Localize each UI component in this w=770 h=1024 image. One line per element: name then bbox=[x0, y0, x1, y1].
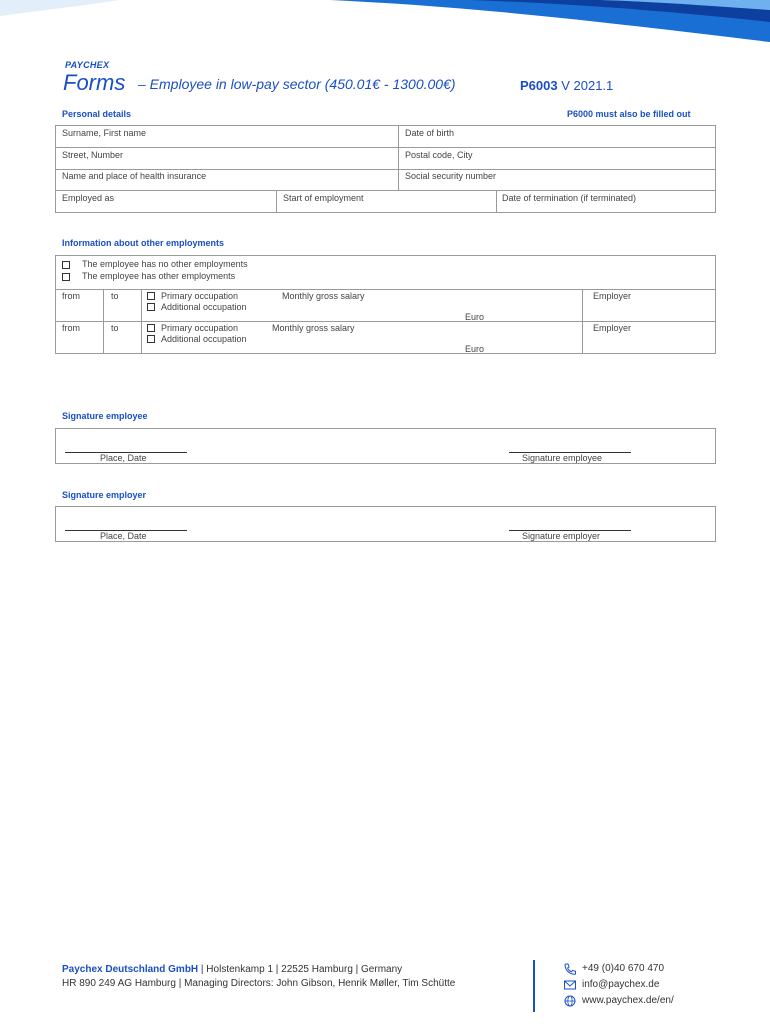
place-date-label: Place, Date bbox=[100, 453, 147, 463]
signature-employee-label: Signature employee bbox=[522, 453, 603, 463]
company-address: | Holstenkamp 1 | 22525 Hamburg | Germany bbox=[198, 964, 403, 975]
row-divider bbox=[56, 190, 715, 191]
section-signature-employer: Signature employer bbox=[62, 490, 147, 500]
signature-employer-label: Signature employer bbox=[522, 531, 601, 541]
website-url: www.paychex.de/en/ bbox=[582, 995, 674, 1006]
footer-line-2: HR 890 249 AG Hamburg | Managing Directors: John Gibson, Henrik Møller, Tim Schütte bbox=[62, 978, 456, 989]
brand-logo: PAYCHEX bbox=[65, 60, 110, 70]
employer-field[interactable]: Employer bbox=[593, 291, 632, 301]
other-employments-table bbox=[55, 255, 716, 354]
col-divider bbox=[141, 289, 142, 353]
monthly-salary-field[interactable]: Monthly gross salary bbox=[272, 323, 355, 333]
row-divider bbox=[56, 321, 715, 322]
form-version: V 2021.1 bbox=[561, 78, 614, 93]
street-field[interactable]: Street, Number bbox=[62, 150, 124, 160]
signature-employee-box[interactable] bbox=[55, 428, 716, 464]
row-divider bbox=[56, 169, 715, 170]
postal-field[interactable]: Postal code, City bbox=[405, 150, 473, 160]
title-main: Forms bbox=[63, 70, 126, 95]
section-other-employments: Information about other employments bbox=[62, 238, 225, 248]
col-divider bbox=[103, 289, 104, 353]
additional-occupation-checkbox[interactable] bbox=[147, 335, 155, 343]
company-name: Paychex Deutschland GmbH bbox=[62, 964, 199, 975]
email-address: info@paychex.de bbox=[582, 979, 660, 990]
from-field[interactable]: from bbox=[62, 291, 80, 301]
form-number: P6003 bbox=[520, 78, 558, 93]
personal-details-table bbox=[55, 125, 716, 213]
footer-line-1 bbox=[62, 963, 455, 977]
euro-unit: Euro bbox=[465, 312, 485, 322]
row-divider bbox=[56, 147, 715, 148]
euro-unit: Euro bbox=[465, 344, 485, 354]
additional-occupation-checkbox[interactable] bbox=[147, 303, 155, 311]
surname-field[interactable]: Surname, First name bbox=[62, 128, 147, 138]
section-signature-employee: Signature employee bbox=[62, 411, 148, 421]
from-field[interactable]: from bbox=[62, 323, 80, 333]
p6000-note: P6000 must also be filled out bbox=[567, 109, 691, 119]
primary-occupation-checkbox[interactable] bbox=[147, 292, 155, 300]
col-divider bbox=[398, 126, 399, 190]
no-other-employments-label: The employee has no other employments bbox=[82, 259, 248, 269]
primary-occupation-label: Primary occupation bbox=[161, 291, 239, 301]
health-insurance-field[interactable]: Name and place of health insurance bbox=[62, 171, 207, 181]
no-other-employments-checkbox[interactable] bbox=[62, 261, 70, 269]
place-date-label: Place, Date bbox=[100, 531, 147, 541]
dob-field[interactable]: Date of birth bbox=[405, 128, 455, 138]
to-field[interactable]: to bbox=[111, 323, 119, 333]
footer-company-info bbox=[62, 963, 455, 991]
phone-icon bbox=[563, 963, 577, 975]
start-employment-field[interactable]: Start of employment bbox=[283, 193, 364, 203]
col-divider bbox=[582, 289, 583, 353]
header-swoosh bbox=[0, 0, 770, 60]
form-title bbox=[63, 70, 703, 96]
col-divider bbox=[496, 190, 497, 212]
footer-divider bbox=[533, 960, 535, 1012]
additional-occupation-label: Additional occupation bbox=[161, 302, 247, 312]
phone-number: +49 (0)40 670 470 bbox=[582, 963, 665, 974]
employed-as-field[interactable]: Employed as bbox=[62, 193, 115, 203]
primary-occupation-label: Primary occupation bbox=[161, 323, 239, 333]
title-subtitle: – Employee in low-pay sector (450.01€ - 1300.00€) bbox=[138, 76, 456, 92]
form-code bbox=[520, 78, 613, 93]
section-personal-details: Personal details bbox=[62, 109, 132, 119]
signature-employer-box[interactable] bbox=[55, 506, 716, 542]
monthly-salary-field[interactable]: Monthly gross salary bbox=[282, 291, 365, 301]
has-other-employments-checkbox[interactable] bbox=[62, 273, 70, 281]
employer-field[interactable]: Employer bbox=[593, 323, 632, 333]
col-divider bbox=[276, 190, 277, 212]
additional-occupation-label: Additional occupation bbox=[161, 334, 247, 344]
globe-icon bbox=[563, 995, 577, 1007]
to-field[interactable]: to bbox=[111, 291, 119, 301]
ssn-field[interactable]: Social security number bbox=[405, 171, 497, 181]
has-other-employments-label: The employee has other employments bbox=[82, 271, 236, 281]
envelope-icon bbox=[563, 979, 577, 991]
primary-occupation-checkbox[interactable] bbox=[147, 324, 155, 332]
termination-date-field[interactable]: Date of termination (if terminated) bbox=[502, 193, 637, 203]
row-divider bbox=[56, 289, 715, 290]
